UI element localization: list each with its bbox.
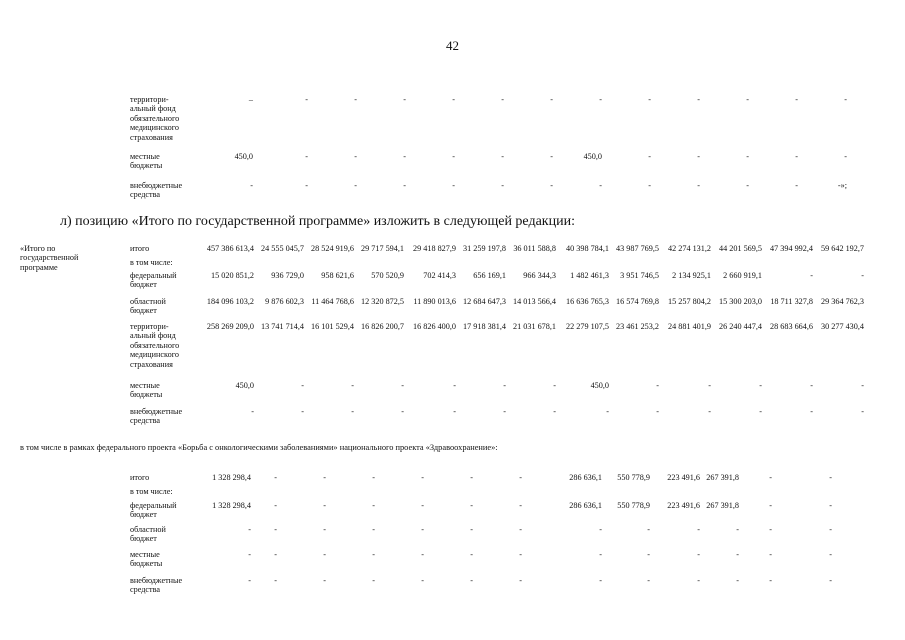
row-label: территори- альный фонд обязательного медицинского страхования — [130, 322, 180, 369]
table-cell: - — [844, 152, 847, 161]
table-cell: - — [759, 381, 762, 390]
table-cell: 3 951 746,5 — [620, 271, 659, 280]
table-cell: - — [697, 576, 700, 585]
table-cell: - — [452, 95, 455, 104]
table-cell: - — [401, 381, 404, 390]
row-group-label: «Итого по государственной программе — [20, 244, 79, 272]
row-label: федеральный бюджет — [130, 271, 177, 290]
table-cell: 17 918 381,4 — [463, 322, 506, 331]
table-cell: - — [301, 407, 304, 416]
table-cell: - — [599, 525, 602, 534]
table-cell: - — [403, 181, 406, 190]
table-cell: - — [274, 576, 277, 585]
row-label: в том числе: — [130, 487, 173, 496]
table-cell: 47 394 992,4 — [770, 244, 813, 253]
table-cell: - — [746, 152, 749, 161]
table-cell: 36 011 588,8 — [513, 244, 556, 253]
table-cell: - — [769, 576, 772, 585]
table-cell: 15 020 851,2 — [211, 271, 254, 280]
table-cell: - — [401, 407, 404, 416]
table-cell: - — [697, 525, 700, 534]
table-cell: - — [470, 576, 473, 585]
table-cell: - — [861, 381, 864, 390]
table-cell: - — [305, 152, 308, 161]
table-cell: - — [861, 271, 864, 280]
table-cell: 11 464 768,6 — [311, 297, 354, 306]
table-cell: - — [599, 576, 602, 585]
table-cell: - — [769, 525, 772, 534]
table-cell: 30 277 430,4 — [821, 322, 864, 331]
table-cell: 22 279 107,5 — [566, 322, 609, 331]
table-cell: 12 684 647,3 — [463, 297, 506, 306]
table-cell: - — [648, 152, 651, 161]
table-cell: - — [656, 407, 659, 416]
table-cell: - — [519, 525, 522, 534]
table-cell: - — [372, 576, 375, 585]
table-cell: - — [550, 95, 553, 104]
table-cell: - — [250, 181, 253, 190]
table-cell: - — [452, 152, 455, 161]
table-cell: - — [403, 152, 406, 161]
table-cell: - — [599, 95, 602, 104]
table-cell: 286 636,1 — [569, 501, 602, 510]
table-cell: - — [453, 407, 456, 416]
table-cell: – — [248, 95, 253, 104]
table-cell: 450,0 — [234, 152, 253, 161]
table-cell: - — [372, 501, 375, 510]
table-cell: - — [829, 525, 832, 534]
table-cell: 16 101 529,4 — [311, 322, 354, 331]
table-cell: - — [323, 525, 326, 534]
table-cell: 1 328 298,4 — [212, 473, 251, 482]
amendment-heading: л) позицию «Итого по государственной программе» изложить в следующей редакции: — [60, 214, 575, 229]
table-cell: - — [323, 550, 326, 559]
table-cell: - — [697, 152, 700, 161]
table-cell: - — [736, 550, 739, 559]
table-cell: 13 741 714,4 — [261, 322, 304, 331]
table-cell: 28 683 664,6 — [770, 322, 813, 331]
table-cell: - — [697, 550, 700, 559]
table-cell: - — [323, 576, 326, 585]
table-cell: 457 386 613,4 — [206, 244, 254, 253]
table-cell: - — [470, 550, 473, 559]
table-cell: 16 574 769,8 — [616, 297, 659, 306]
table-cell: 450,0 — [583, 152, 602, 161]
table-cell: - — [403, 95, 406, 104]
table-cell: - — [746, 181, 749, 190]
table-cell: - — [372, 473, 375, 482]
table-cell: - — [501, 95, 504, 104]
table-cell: - — [251, 407, 254, 416]
table-cell: - — [746, 95, 749, 104]
table-cell: - — [759, 407, 762, 416]
table-cell: - — [274, 525, 277, 534]
row-label: федеральный бюджет — [130, 501, 177, 520]
table-cell: 18 711 327,8 — [770, 297, 813, 306]
table-cell: - — [323, 473, 326, 482]
table-cell: 550 778,9 — [617, 473, 650, 482]
table-cell: - — [351, 381, 354, 390]
table-cell: 28 524 919,6 — [311, 244, 354, 253]
row-label: местные бюджеты — [130, 152, 163, 171]
table-cell: 702 414,3 — [423, 271, 456, 280]
table-cell: - — [421, 576, 424, 585]
table-cell: 16 826 200,7 — [361, 322, 404, 331]
table-cell: - — [452, 181, 455, 190]
page-number: 42 — [446, 38, 459, 53]
table-cell: - — [829, 576, 832, 585]
table-cell: - — [305, 181, 308, 190]
table-cell: - — [829, 550, 832, 559]
table-cell: 43 987 769,5 — [616, 244, 659, 253]
table-cell: - — [647, 525, 650, 534]
table-cell: 223 491,6 — [667, 501, 700, 510]
table-cell: 267 391,8 — [706, 473, 739, 482]
table-cell: - — [599, 550, 602, 559]
table-cell: - — [656, 381, 659, 390]
table-cell: - — [769, 550, 772, 559]
table-cell: - — [323, 501, 326, 510]
table-cell: 42 274 131,2 — [668, 244, 711, 253]
row-label: в том числе: — [130, 258, 173, 267]
table-cell: - — [248, 576, 251, 585]
table-cell: 59 642 192,7 — [821, 244, 864, 253]
table-cell: - — [769, 473, 772, 482]
table-cell: 267 391,8 — [706, 501, 739, 510]
table-cell: - — [354, 95, 357, 104]
row-label: территори- альный фонд обязательного медицинского страхования — [130, 95, 180, 142]
table-cell: 21 031 678,1 — [513, 322, 556, 331]
table-cell: 24 555 045,7 — [261, 244, 304, 253]
table-cell: 258 269 209,0 — [206, 322, 254, 331]
table-cell: - — [519, 550, 522, 559]
table-cell: - — [519, 501, 522, 510]
table-cell: - — [248, 550, 251, 559]
row-label: итого — [130, 244, 150, 253]
table-cell: - — [503, 407, 506, 416]
row-label: местные бюджеты — [130, 381, 163, 400]
table-cell: - — [708, 381, 711, 390]
table-cell: - — [829, 501, 832, 510]
table-cell: - — [372, 550, 375, 559]
table-cell: - — [861, 407, 864, 416]
table-cell: 16 826 400,0 — [413, 322, 456, 331]
row-label: внебюджетные средства — [130, 576, 183, 595]
table-cell: - — [305, 95, 308, 104]
table-cell: 966 344,3 — [523, 271, 556, 280]
federal-project-note: в том числе в рамках федерального проекта «Борьба с онкологическими заболеваниями» национального проекта «Здравоохранение»: — [20, 443, 498, 452]
row-label: итого — [130, 473, 150, 482]
table-cell: - — [372, 525, 375, 534]
table-cell: 1 328 298,4 — [212, 501, 251, 510]
table-cell: - — [736, 525, 739, 534]
table-cell: -»; — [837, 181, 847, 190]
table-cell: - — [519, 576, 522, 585]
table-cell: 936 729,0 — [271, 271, 304, 280]
table-cell: - — [648, 95, 651, 104]
table-cell: 550 778,9 — [617, 501, 650, 510]
table-cell: - — [550, 152, 553, 161]
table-cell: - — [697, 181, 700, 190]
table-cell: - — [810, 271, 813, 280]
table-cell: - — [354, 181, 357, 190]
row-label: внебюджетные средства — [130, 407, 183, 426]
table-cell: 9 876 602,3 — [265, 297, 304, 306]
table-cell: 223 491,6 — [667, 473, 700, 482]
table-cell: - — [519, 473, 522, 482]
table-cell: - — [795, 181, 798, 190]
table-cell: - — [470, 473, 473, 482]
table-cell: 16 636 765,3 — [566, 297, 609, 306]
table-cell: - — [553, 407, 556, 416]
table-cell: 286 636,1 — [569, 473, 602, 482]
table-cell: 29 364 762,3 — [821, 297, 864, 306]
table-cell: - — [503, 381, 506, 390]
row-label: внебюджетные средства — [130, 181, 183, 200]
table-cell: 12 320 872,5 — [361, 297, 404, 306]
table-cell: 570 520,9 — [371, 271, 404, 280]
table-cell: - — [470, 501, 473, 510]
row-label: областной бюджет — [130, 525, 166, 544]
table-cell: - — [795, 152, 798, 161]
table-cell: - — [647, 550, 650, 559]
table-cell: 23 461 253,2 — [616, 322, 659, 331]
table-cell: 40 398 784,1 — [566, 244, 609, 253]
table-cell: - — [274, 473, 277, 482]
table-cell: 11 890 013,6 — [413, 297, 456, 306]
table-cell: 450,0 — [235, 381, 254, 390]
table-cell: - — [606, 407, 609, 416]
table-cell: 31 259 197,8 — [463, 244, 506, 253]
table-cell: - — [599, 181, 602, 190]
table-cell: - — [769, 501, 772, 510]
table-cell: - — [795, 95, 798, 104]
row-label: местные бюджеты — [130, 550, 163, 569]
table-cell: 2 134 925,1 — [672, 271, 711, 280]
table-cell: 656 169,1 — [473, 271, 506, 280]
table-cell: - — [274, 550, 277, 559]
table-cell: - — [501, 152, 504, 161]
table-cell: - — [421, 473, 424, 482]
table-cell: 29 717 594,1 — [361, 244, 404, 253]
table-cell: - — [421, 550, 424, 559]
table-cell: 14 013 566,4 — [513, 297, 556, 306]
table-cell: - — [647, 576, 650, 585]
table-cell: - — [810, 381, 813, 390]
table-cell: - — [736, 576, 739, 585]
table-cell: - — [810, 407, 813, 416]
table-cell: - — [301, 381, 304, 390]
table-cell: - — [829, 473, 832, 482]
table-cell: - — [708, 407, 711, 416]
table-cell: - — [453, 381, 456, 390]
row-label: областной бюджет — [130, 297, 166, 316]
table-cell: - — [844, 95, 847, 104]
table-cell: 29 418 827,9 — [413, 244, 456, 253]
table-cell: 450,0 — [590, 381, 609, 390]
table-cell: 26 240 447,4 — [719, 322, 762, 331]
table-cell: - — [351, 407, 354, 416]
table-cell: 15 257 804,2 — [668, 297, 711, 306]
table-cell: - — [354, 152, 357, 161]
table-cell: - — [470, 525, 473, 534]
table-cell: - — [248, 525, 251, 534]
table-cell: - — [648, 181, 651, 190]
table-cell: 44 201 569,5 — [719, 244, 762, 253]
table-cell: 24 881 401,9 — [668, 322, 711, 331]
table-cell: 184 096 103,2 — [206, 297, 254, 306]
table-cell: - — [421, 525, 424, 534]
table-cell: - — [553, 381, 556, 390]
table-cell: - — [550, 181, 553, 190]
table-cell: 2 660 919,1 — [723, 271, 762, 280]
table-cell: 15 300 203,0 — [719, 297, 762, 306]
table-cell: - — [697, 95, 700, 104]
table-cell: - — [421, 501, 424, 510]
table-cell: - — [501, 181, 504, 190]
table-cell: - — [274, 501, 277, 510]
table-cell: 1 482 461,3 — [570, 271, 609, 280]
table-cell: 958 621,6 — [321, 271, 354, 280]
